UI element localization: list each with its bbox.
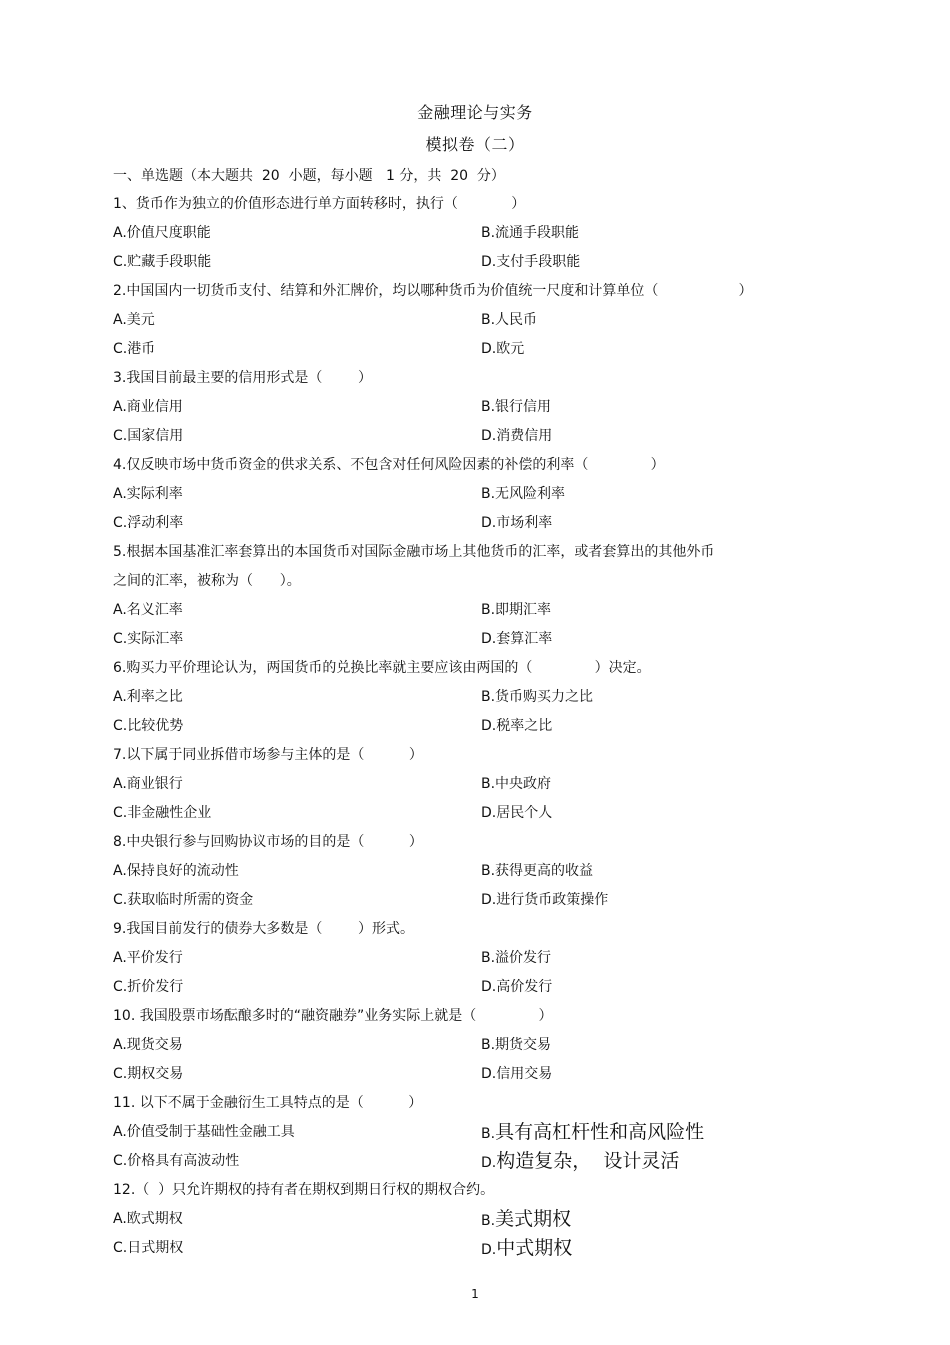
option-row — [113, 596, 813, 625]
answer-option: D.支付手段职能 — [481, 254, 581, 270]
option-row — [113, 1147, 813, 1176]
answer-option: A.美元 — [113, 312, 155, 328]
question-list — [113, 190, 813, 1263]
question-item — [113, 1176, 813, 1263]
answer-option: D.中式期权 — [481, 1237, 573, 1259]
answer-option: C.贮藏手段职能 — [113, 254, 212, 270]
option-row — [113, 857, 813, 886]
question-item — [113, 1002, 813, 1089]
question-stem: 2.中国国内一切货币支付、结算和外汇牌价，均以哪种货币为价值统一尺度和计算单位（ ） — [113, 283, 753, 299]
option-row — [113, 683, 813, 712]
option-row — [113, 770, 813, 799]
section-heading: 一、单选题（本大题共 20 小题，每小题 1 分，共 20 分） — [113, 168, 505, 184]
document-title: 金融理论与实务 — [417, 103, 533, 122]
question-stem: 1、货币作为独立的价值形态进行单方面转移时，执行（ ） — [113, 196, 526, 212]
question-item — [113, 1089, 813, 1176]
answer-option: B.流通手段职能 — [481, 225, 580, 241]
answer-option: B.中央政府 — [481, 776, 552, 792]
answer-option: D.构造复杂， 设计灵活 — [481, 1150, 680, 1172]
answer-option: C.港币 — [113, 341, 156, 357]
answer-option: C.获取临时所需的资金 — [113, 892, 254, 908]
question-item — [113, 364, 813, 451]
answer-option: D.居民个人 — [481, 805, 553, 821]
question-item — [113, 538, 813, 654]
question-stem: 10. 我国股票市场酝酿多时的“融资融券”业务实际上就是（ ） — [113, 1008, 553, 1024]
option-row — [113, 509, 813, 538]
question-stem: 之间的汇率，被称为（ ）。 — [113, 573, 301, 589]
answer-option: A.名义汇率 — [113, 602, 183, 618]
option-row — [113, 1118, 813, 1147]
option-row — [113, 219, 813, 248]
option-row — [113, 973, 813, 1002]
answer-option: C.浮动利率 — [113, 515, 184, 531]
question-stem: 11. 以下不属于金融衍生工具特点的是（ ） — [113, 1095, 423, 1111]
answer-option: B.即期汇率 — [481, 602, 552, 618]
answer-option: A.现货交易 — [113, 1037, 183, 1053]
option-row — [113, 248, 813, 277]
option-row — [113, 712, 813, 741]
question-item — [113, 277, 813, 364]
option-row — [113, 393, 813, 422]
question-item — [113, 741, 813, 828]
answer-option: B.美式期权 — [481, 1208, 572, 1230]
question-item — [113, 190, 813, 277]
answer-option: B.人民币 — [481, 312, 538, 328]
option-row — [113, 422, 813, 451]
answer-option: D.进行货币政策操作 — [481, 892, 609, 908]
question-stem: 8.中央银行参与回购协议市场的目的是（ ） — [113, 834, 423, 850]
question-stem: 7.以下属于同业拆借市场参与主体的是（ ） — [113, 747, 423, 763]
answer-option: C.比较优势 — [113, 718, 184, 734]
page-number: 1 — [471, 1287, 479, 1301]
answer-option: A.商业信用 — [113, 399, 183, 415]
question-item — [113, 828, 813, 915]
question-item — [113, 654, 813, 741]
question-item — [113, 915, 813, 1002]
answer-option: C.国家信用 — [113, 428, 184, 444]
answer-option: D.信用交易 — [481, 1066, 553, 1082]
question-stem: 5.根据本国基准汇率套算出的本国货币对国际金融市场上其他货币的汇率，或者套算出的其他外币 — [113, 544, 715, 560]
answer-option: A.欧式期权 — [113, 1211, 183, 1227]
question-stem: 9.我国目前发行的债券大多数是（ ）形式。 — [113, 921, 414, 937]
question-item — [113, 451, 813, 538]
option-row — [113, 886, 813, 915]
answer-option: B.货币购买力之比 — [481, 689, 594, 705]
answer-option: B.期货交易 — [481, 1037, 552, 1053]
answer-option: C.非金融性企业 — [113, 805, 212, 821]
answer-option: D.市场利率 — [481, 515, 553, 531]
answer-option: B.银行信用 — [481, 399, 552, 415]
option-row — [113, 799, 813, 828]
question-stem: 4.仅反映市场中货币资金的供求关系、不包含对任何风险因素的补偿的利率（ ） — [113, 457, 665, 473]
answer-option: A.平价发行 — [113, 950, 183, 966]
answer-option: C.实际汇率 — [113, 631, 184, 647]
answer-option: A.保持良好的流动性 — [113, 863, 239, 879]
answer-option: A.利率之比 — [113, 689, 183, 705]
answer-option: D.欧元 — [481, 341, 525, 357]
answer-option: C.价格具有高波动性 — [113, 1153, 240, 1169]
answer-option: D.消费信用 — [481, 428, 553, 444]
question-stem: 6.购买力平价理论认为，两国货币的兑换比率就主要应该由两国的（ ）决定。 — [113, 660, 651, 676]
answer-option: C.期权交易 — [113, 1066, 184, 1082]
answer-option: A.实际利率 — [113, 486, 183, 502]
document-subtitle: 模拟卷（二） — [425, 135, 525, 154]
answer-option: D.高价发行 — [481, 979, 553, 995]
answer-option: B.无风险利率 — [481, 486, 566, 502]
option-row — [113, 625, 813, 654]
answer-option: C.日式期权 — [113, 1240, 184, 1256]
option-row — [113, 480, 813, 509]
option-row — [113, 335, 813, 364]
question-stem: 3.我国目前最主要的信用形式是（ ） — [113, 370, 372, 386]
answer-option: A.价值受制于基础性金融工具 — [113, 1124, 295, 1140]
option-row — [113, 1060, 813, 1089]
answer-option: D.税率之比 — [481, 718, 553, 734]
option-row — [113, 1234, 813, 1263]
question-stem: 12.（ ）只允许期权的持有者在期权到期日行权的期权合约。 — [113, 1182, 495, 1198]
answer-option: B.具有高杠杆性和高风险性 — [481, 1121, 705, 1143]
answer-option: A.价值尺度职能 — [113, 225, 211, 241]
answer-option: D.套算汇率 — [481, 631, 553, 647]
option-row — [113, 1205, 813, 1234]
option-row — [113, 1031, 813, 1060]
answer-option: B.溢价发行 — [481, 950, 552, 966]
option-row — [113, 306, 813, 335]
answer-option: B.获得更高的收益 — [481, 863, 594, 879]
option-row — [113, 944, 813, 973]
answer-option: C.折价发行 — [113, 979, 184, 995]
answer-option: A.商业银行 — [113, 776, 183, 792]
